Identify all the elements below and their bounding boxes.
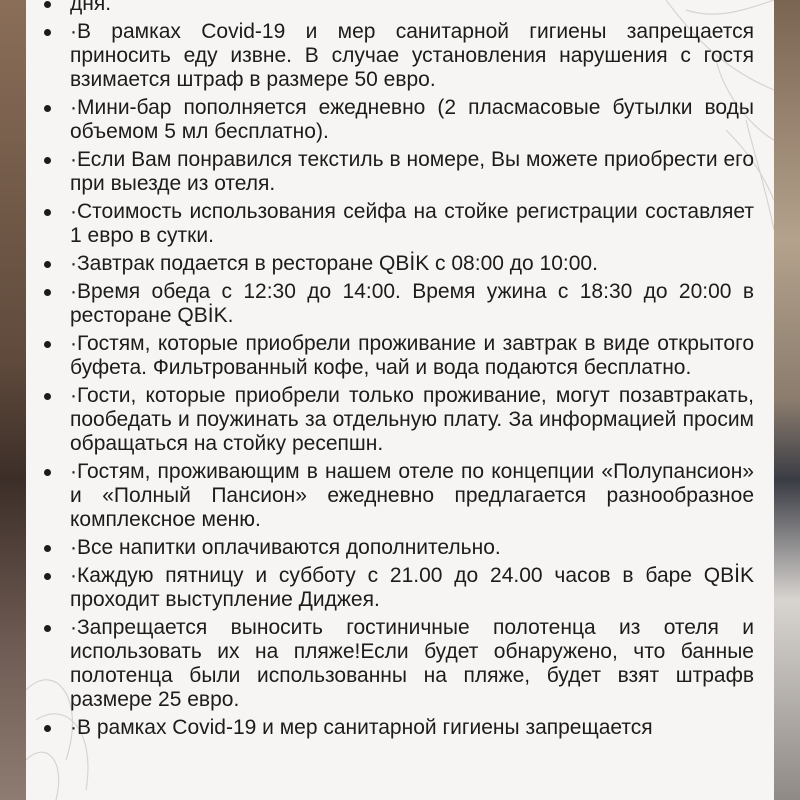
list-item: ·Мини-бар пополняется ежедневно (2 пласмасовые бутылки воды объемом 5 мл бесплатно). <box>38 96 754 144</box>
list-item: ·Запрещается выносить гостиничные полотенца из отеля и использовать их на пляже!Если будет обнаружено, что банные полотенца были использованны на пляже, будет взят штрафв размере 25 евро. <box>38 616 754 712</box>
list-item: ·Завтрак подается в ресторане QBİK с 08:00 до 10:00. <box>38 252 754 276</box>
list-item: ·В рамках Covid-19 и мер санитарной гигиены запрещается приносить еду извне. В случае установления нарушения с гостя взимается штраф в размере 50 евро. <box>38 20 754 92</box>
list-item: ·Все напитки оплачиваются дополнительно. <box>38 536 754 560</box>
list-item: ·Стоимость использования сейфа на стойке регистрации составляет 1 евро в сутки. <box>38 200 754 248</box>
list-item: ·Если Вам понравился текстиль в номере, Вы можете приобрести его при выезде из отеля. <box>38 148 754 196</box>
list-item: ·Гостям, которые приобрели проживание и завтрак в виде открытого буфета. Фильтрованный кофе, чай и вода подаются бесплатно. <box>38 332 754 380</box>
list-item: ·Гостям, проживающим в нашем отеле по концепции «Полупансион» и «Полный Пансион» ежедневно предлагается разнообразное комплексное меню. <box>38 460 754 532</box>
list-item: ·Каждую пятницу и субботу с 21.00 до 24.00 часов в баре QBİK проходит выступление Диджея. <box>38 564 754 612</box>
list-item: ·В рамках Covid-19 и мер санитарной гигиены запрещается <box>38 716 754 740</box>
rules-card <box>26 0 774 800</box>
list-item: ·Гости, которые приобрели только проживание, могут позавтракать, пообедать и поужинать за отдельную плату. За информацией просим обращаться на стойку ресепшн. <box>38 384 754 456</box>
list-item: ·Время обеда с 12:30 до 14:00. Время ужина с 18:30 до 20:00 в ресторане QBİK. <box>38 280 754 328</box>
list-item: дня. <box>38 0 754 16</box>
rules-list <box>38 0 754 744</box>
